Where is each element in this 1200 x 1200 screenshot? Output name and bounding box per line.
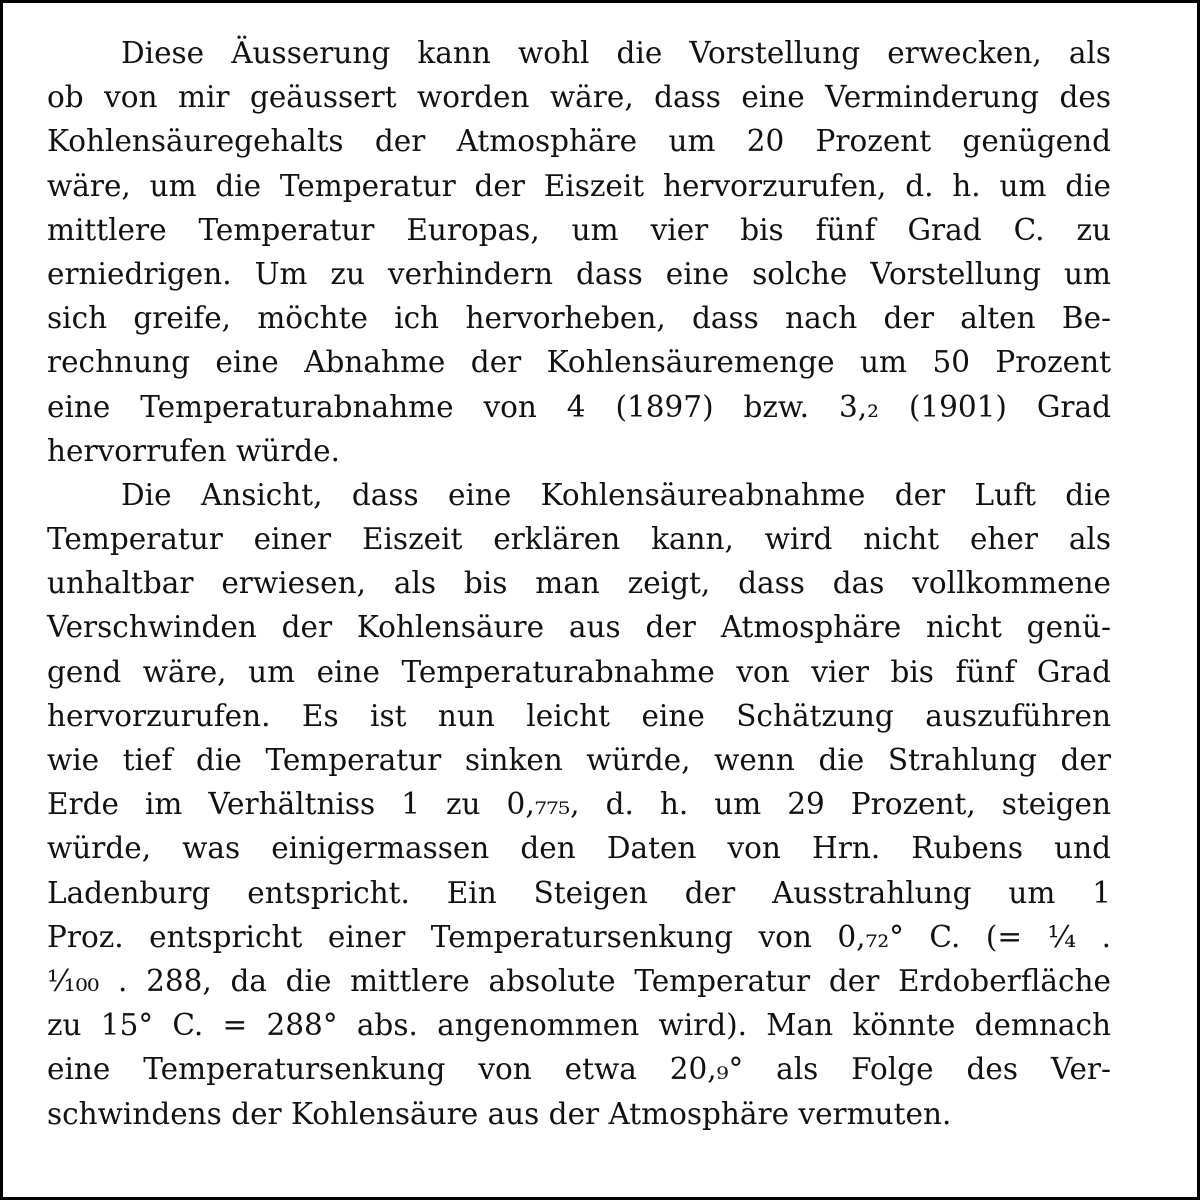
text-line: erniedrigen. Um zu verhindern dass eine solche Vorstellung um bbox=[47, 256, 1111, 291]
text-line: ob von mir geäussert worden wäre, dass eine Verminderung des bbox=[47, 80, 1111, 115]
text-line: mittlere Temperatur Europas, um vier bis fünf Grad C. zu bbox=[47, 212, 1111, 247]
text-line: gend wäre, um eine Temperaturabnahme von vier bis fünf Grad bbox=[47, 654, 1111, 689]
text-line: hervorrufen würde. bbox=[47, 433, 341, 468]
paragraph-2 bbox=[47, 473, 1111, 1136]
text-line: Proz. entspricht einer Temperatursenkung von 0,₇₂° C. (= ¼ . bbox=[47, 919, 1111, 954]
document-text bbox=[47, 31, 1111, 1136]
text-line: rechnung eine Abnahme der Kohlensäuremenge um 50 Prozent bbox=[47, 345, 1111, 380]
text-line: Verschwinden der Kohlensäure aus der Atmosphäre nicht genü- bbox=[47, 610, 1111, 645]
text-line: Die Ansicht, dass eine Kohlensäureabnahme der Luft die bbox=[121, 477, 1111, 512]
text-line: würde, was einigermassen den Daten von Hrn. Rubens und bbox=[47, 831, 1111, 866]
text-line: zu 15° C. = 288° abs. angenommen wird). Man könnte demnach bbox=[47, 1008, 1111, 1043]
text-line: sich greife, möchte ich hervorheben, dass nach der alten Be- bbox=[47, 301, 1111, 336]
paragraph-1 bbox=[47, 31, 1111, 473]
text-line: hervorzurufen. Es ist nun leicht eine Schätzung auszuführen bbox=[47, 698, 1111, 733]
text-line: Diese Äusserung kann wohl die Vorstellung erwecken, als bbox=[121, 36, 1111, 70]
text-line: Ladenburg entspricht. Ein Steigen der Ausstrahlung um 1 bbox=[47, 875, 1111, 910]
text-line: wäre, um die Temperatur der Eiszeit hervorzurufen, d. h. um die bbox=[47, 168, 1111, 203]
text-line: schwindens der Kohlensäure aus der Atmosphäre vermuten. bbox=[47, 1096, 952, 1131]
text-line: wie tief die Temperatur sinken würde, wenn die Strahlung der bbox=[47, 743, 1111, 777]
text-line: unhaltbar erwiesen, als bis man zeigt, dass das vollkommene bbox=[47, 566, 1111, 601]
text-line: ¹⁄₁₀₀ . 288, da die mittlere absolute Temperatur der Erdoberfläche bbox=[47, 963, 1111, 998]
text-line: Erde im Verhältniss 1 zu 0,₇₇₅, d. h. um 29 Prozent, steigen bbox=[47, 787, 1111, 822]
text-line: eine Temperaturabnahme von 4 (1897) bzw. 3,₂ (1901) Grad bbox=[47, 389, 1111, 424]
text-line: Kohlensäuregehalts der Atmosphäre um 20 Prozent genügend bbox=[47, 124, 1111, 159]
text-line: eine Temperatursenkung von etwa 20,₉° als Folge des Ver- bbox=[47, 1052, 1111, 1087]
text-line: Temperatur einer Eiszeit erklären kann, wird nicht eher als bbox=[47, 522, 1111, 557]
